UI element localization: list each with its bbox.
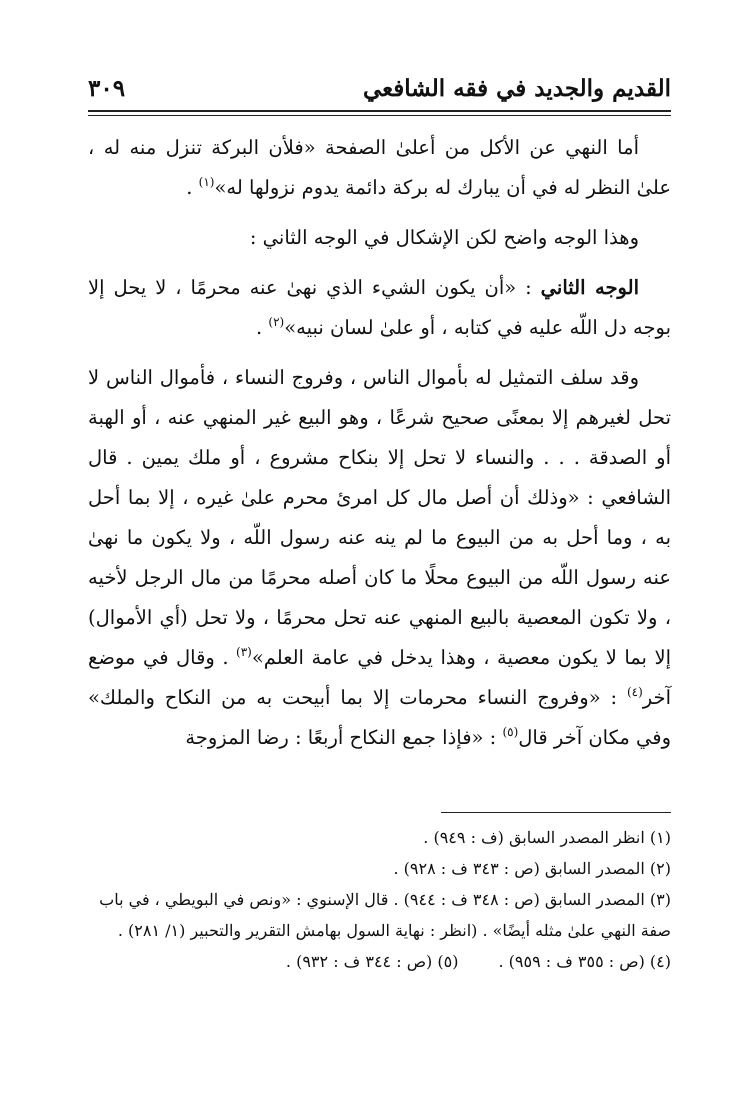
footnote-row-4-5 (88, 946, 671, 977)
paragraph-1-text: أما النهي عن الأكل من أعلىٰ الصفحة «فلأن البركة تنزل منه له ، علىٰ النظر له في أن يبارك له بركة دائمة يدوم نزولها له» (88, 136, 671, 199)
paragraph-4-text-d: : «فإذا جمع النكاح أربعًا : رضا المزوجة (185, 726, 503, 749)
footnote-5: (٥) (ص : ٣٤٤ ف : ٩٣٢) . (285, 952, 459, 971)
paragraph-2 (88, 218, 671, 258)
footnote-2: (٢) المصدر السابق (ص : ٣٤٣ ف : ٩٢٨) . (393, 859, 671, 878)
main-text (88, 128, 671, 758)
footnote-separator (441, 812, 671, 813)
paragraph-4 (88, 358, 671, 758)
paragraph-4-text-b: . وقال في موضع آخر (88, 646, 671, 709)
paragraph-4-text-c: : «وفروج النساء محرمات إلا بما أبيحت به من النكاح والملك» وفي مكان آخر قال (88, 686, 671, 749)
second-aspect-label: الوجه الثاني (540, 276, 639, 299)
footnotes (88, 822, 671, 977)
paragraph-3-end: . (256, 316, 269, 339)
paragraph-2-text: وهذا الوجه واضح لكن الإشكال في الوجه الثاني : (249, 226, 639, 249)
header-rule (88, 110, 671, 112)
footnote-3: (٣) المصدر السابق (ص : ٣٤٨ ف : ٩٤٤) . قال الإسنوي : «ونص في البويطي ، في باب صفة النهي علىٰ مثله أيضًا» . (انظر : نهاية السول بهامش التقرير والتحبير (١/ ٢٨١) . (99, 890, 671, 940)
paragraph-1 (88, 128, 671, 208)
page-header (88, 60, 671, 108)
paragraph-1-end: . (186, 176, 199, 199)
footnote-ref-4: (٤) (626, 685, 643, 699)
footnote-spacer (458, 946, 498, 977)
running-title: القديم والجديد في فقه الشافعي (362, 75, 671, 102)
page-number: ٣٠٩ (88, 75, 126, 102)
paragraph-4-text-a: وقد سلف التمثيل له بأموال الناس ، وفروج النساء ، فأموال الناس لا تحل لغيرهم إلا بمعنًى صحيح شرعًا ، وهو البيع غير المنهي عنه ، أو الهبة أو الصدقة . . . والنساء لا تحل إلا بنكاح مشروع ، أو ملك يمين . قال الشافعي : «وذلك أن أصل مال كل امرئ محرم علىٰ غيره ، إلا بما أحل به ، وما أحل به من البيوع ما لم ينه عنه رسول اللّه ، ولا يكون ما نهىٰ عنه رسول اللّه من البيوع محلًا ما كان أصله محرمًا من مال الرجل لأخيه ، ولا تكون المعصية بالبيع المنهي عنه تحل محرمًا ، ولا تحل (أي الأموال) إلا بما لا يكون معصية ، وهذا يدخل في عامة العلم» (88, 366, 671, 669)
footnote-ref-1: (١) (198, 175, 215, 189)
footnote-ref-2: (٢) (268, 315, 285, 329)
footnote-ref-5: (٥) (502, 725, 519, 739)
footnote-ref-3: (٣) (236, 645, 252, 659)
footnote-1: (١) انظر المصدر السابق (ف : ٩٤٩) . (423, 828, 671, 847)
footnote-4: (٤) (ص : ٣٥٥ ف : ٩٥٩) . (498, 952, 671, 971)
header-rule-thin (88, 115, 671, 116)
paragraph-3 (88, 268, 671, 348)
paragraph-3-text: : «أن يكون الشيء الذي نهىٰ عنه محرمًا ، لا يحل إلا بوجه دل اللّه عليه في كتابه ، أو علىٰ لسان نبيه» (88, 276, 671, 339)
